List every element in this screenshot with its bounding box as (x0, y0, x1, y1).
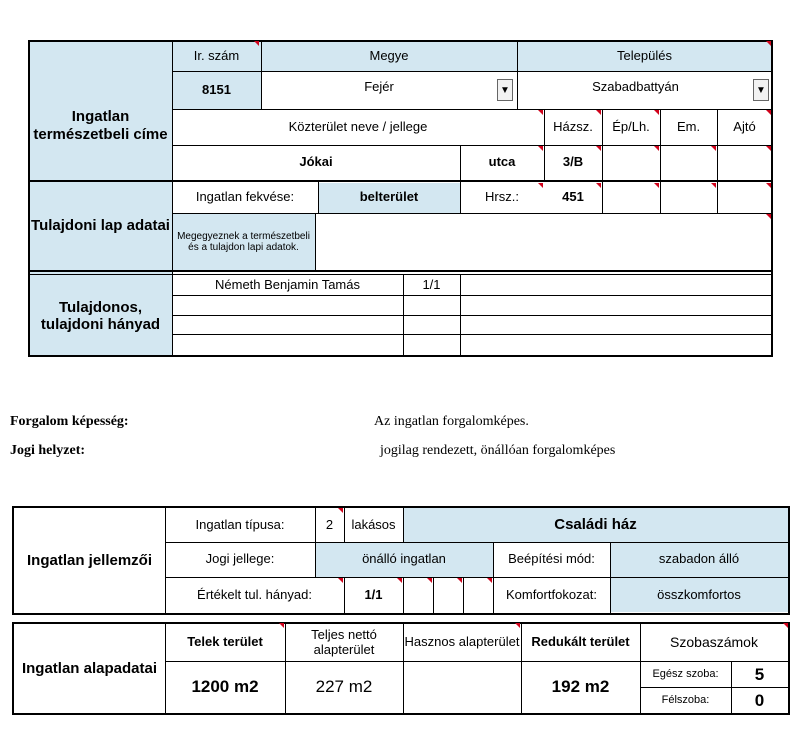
forgalom-value: Az ingatlan forgalomképes. (374, 414, 529, 429)
owner-name[interactable]: Németh Benjamin Tamás (215, 276, 360, 292)
forgalom-label: Forgalom képesség: (10, 414, 129, 429)
jogi-helyzet-value: jogilag rendezett, önállóan forgalomképes (380, 443, 616, 458)
comment-marker (538, 110, 543, 115)
gridline (433, 577, 434, 613)
netto-label: Teljes nettó alapterület (311, 626, 377, 657)
comment-marker (654, 110, 659, 115)
comment-marker (538, 183, 543, 188)
tipus-label: Ingatlan típusa: (195, 516, 285, 532)
gridline (172, 334, 772, 335)
hazszam-value[interactable]: 3/B (562, 154, 584, 170)
match-note: Megegyeznek a természetbeli és a tulajdon lapi adatok. (177, 230, 310, 253)
fekves-label: Ingatlan fekvése: (195, 189, 295, 205)
alapadatai-title: Ingatlan alapadatai (21, 659, 158, 677)
ajto-label: Ajtó (733, 118, 756, 134)
telepules-label: Település (617, 47, 672, 63)
hasznos-value[interactable] (403, 661, 521, 713)
comment-marker (487, 578, 492, 583)
comment-marker (711, 146, 716, 151)
gridline (315, 213, 316, 270)
owner-share[interactable]: 1/1 (422, 276, 441, 292)
em-value[interactable] (660, 145, 717, 180)
ir-szam-value[interactable]: 8151 (202, 81, 231, 97)
ep-label: Ép/Lh. (612, 118, 650, 134)
comment-marker (279, 623, 284, 628)
kozterulet-name-value[interactable]: Jókai (299, 154, 333, 170)
redukalt-value[interactable]: 192 m2 (551, 677, 610, 697)
comment-marker (596, 146, 601, 151)
address-section-title: Ingatlan természetbeli címe (33, 108, 168, 143)
hazsz-label: Házsz. (553, 118, 593, 134)
gridline (403, 577, 404, 613)
comment-marker (338, 508, 343, 513)
kozterulet-label: Közterület neve / jellege (288, 118, 428, 134)
fekves-value[interactable]: belterület (359, 189, 419, 205)
comment-marker (766, 146, 771, 151)
kozterulet-type-value[interactable]: utca (488, 154, 516, 170)
comment-marker (654, 183, 659, 188)
beepitesi-label: Beépítési mód: (508, 551, 595, 567)
hanyad-value[interactable]: 1/1 (364, 586, 383, 602)
comment-marker (596, 183, 601, 188)
megye-select[interactable]: Fejér (364, 79, 394, 94)
netto-value[interactable]: 227 m2 (315, 677, 373, 697)
jogi-jelleg-label: Jogi jellege: (205, 551, 275, 567)
telek-value[interactable]: 1200 m2 (191, 677, 259, 697)
comment-marker (711, 183, 716, 188)
comment-marker (457, 578, 462, 583)
ep-value[interactable] (602, 145, 660, 180)
comment-marker (766, 110, 771, 115)
komfort-label: Komfortfokozat: (505, 586, 598, 602)
telepules-select[interactable]: Szabadbattyán (592, 79, 679, 94)
felszoba-label: Félszoba: (661, 694, 710, 707)
jellemzoi-title: Ingatlan jellemzői (26, 551, 153, 569)
szobaszam-label: Szobaszámok (670, 634, 758, 651)
hrsz-label: Hrsz.: (485, 189, 519, 205)
hrsz-value[interactable]: 451 (562, 189, 584, 205)
hanyad-label: Értékelt tul. hányad: (197, 586, 312, 602)
megye-dropdown-arrow-icon[interactable]: ▼ (497, 79, 513, 101)
comment-marker (766, 214, 771, 219)
comment-marker (596, 110, 601, 115)
felszoba-value[interactable]: 0 (754, 690, 765, 710)
comment-marker (783, 623, 788, 628)
tipus-value: lakásos (351, 516, 396, 532)
owners-title: Tulajdonos, tulajdoni hányad (40, 298, 161, 333)
gridline (463, 577, 464, 613)
egesz-szoba-label: Egész szoba: (652, 668, 719, 681)
gridline (460, 275, 461, 357)
telek-label: Telek terület (187, 634, 263, 650)
ir-szam-label: Ir. szám (193, 47, 240, 63)
ajto-value[interactable] (717, 145, 772, 180)
comment-marker (338, 578, 343, 583)
tulajdoni-lap-title: Tulajdoni lap adatai (31, 217, 170, 235)
em-label: Em. (676, 118, 701, 134)
beepitesi-value[interactable]: szabadon álló (658, 551, 740, 567)
tipus-desc: Családi ház (554, 516, 637, 534)
tipus-code[interactable]: 2 (325, 516, 334, 532)
comment-marker (427, 578, 432, 583)
comment-marker (766, 41, 771, 46)
comment-marker (515, 623, 520, 628)
comment-marker (254, 41, 259, 46)
jogi-helyzet-label: Jogi helyzet: (10, 443, 86, 458)
comment-marker (397, 578, 402, 583)
jogi-jelleg-value[interactable]: önálló ingatlan (362, 551, 446, 567)
hasznos-label: Hasznos alapterület (404, 634, 520, 650)
comment-marker (766, 183, 771, 188)
separator (28, 270, 773, 272)
gridline (172, 295, 772, 296)
redukalt-label: Redukált terület (531, 634, 630, 650)
komfort-value[interactable]: összkomfortos (657, 586, 741, 602)
egesz-szoba-value[interactable]: 5 (754, 664, 765, 684)
telepules-dropdown-arrow-icon[interactable]: ▼ (753, 79, 769, 101)
gridline (172, 315, 772, 316)
comment-marker (654, 146, 659, 151)
megye-label: Megye (369, 47, 409, 63)
comment-marker (538, 146, 543, 151)
